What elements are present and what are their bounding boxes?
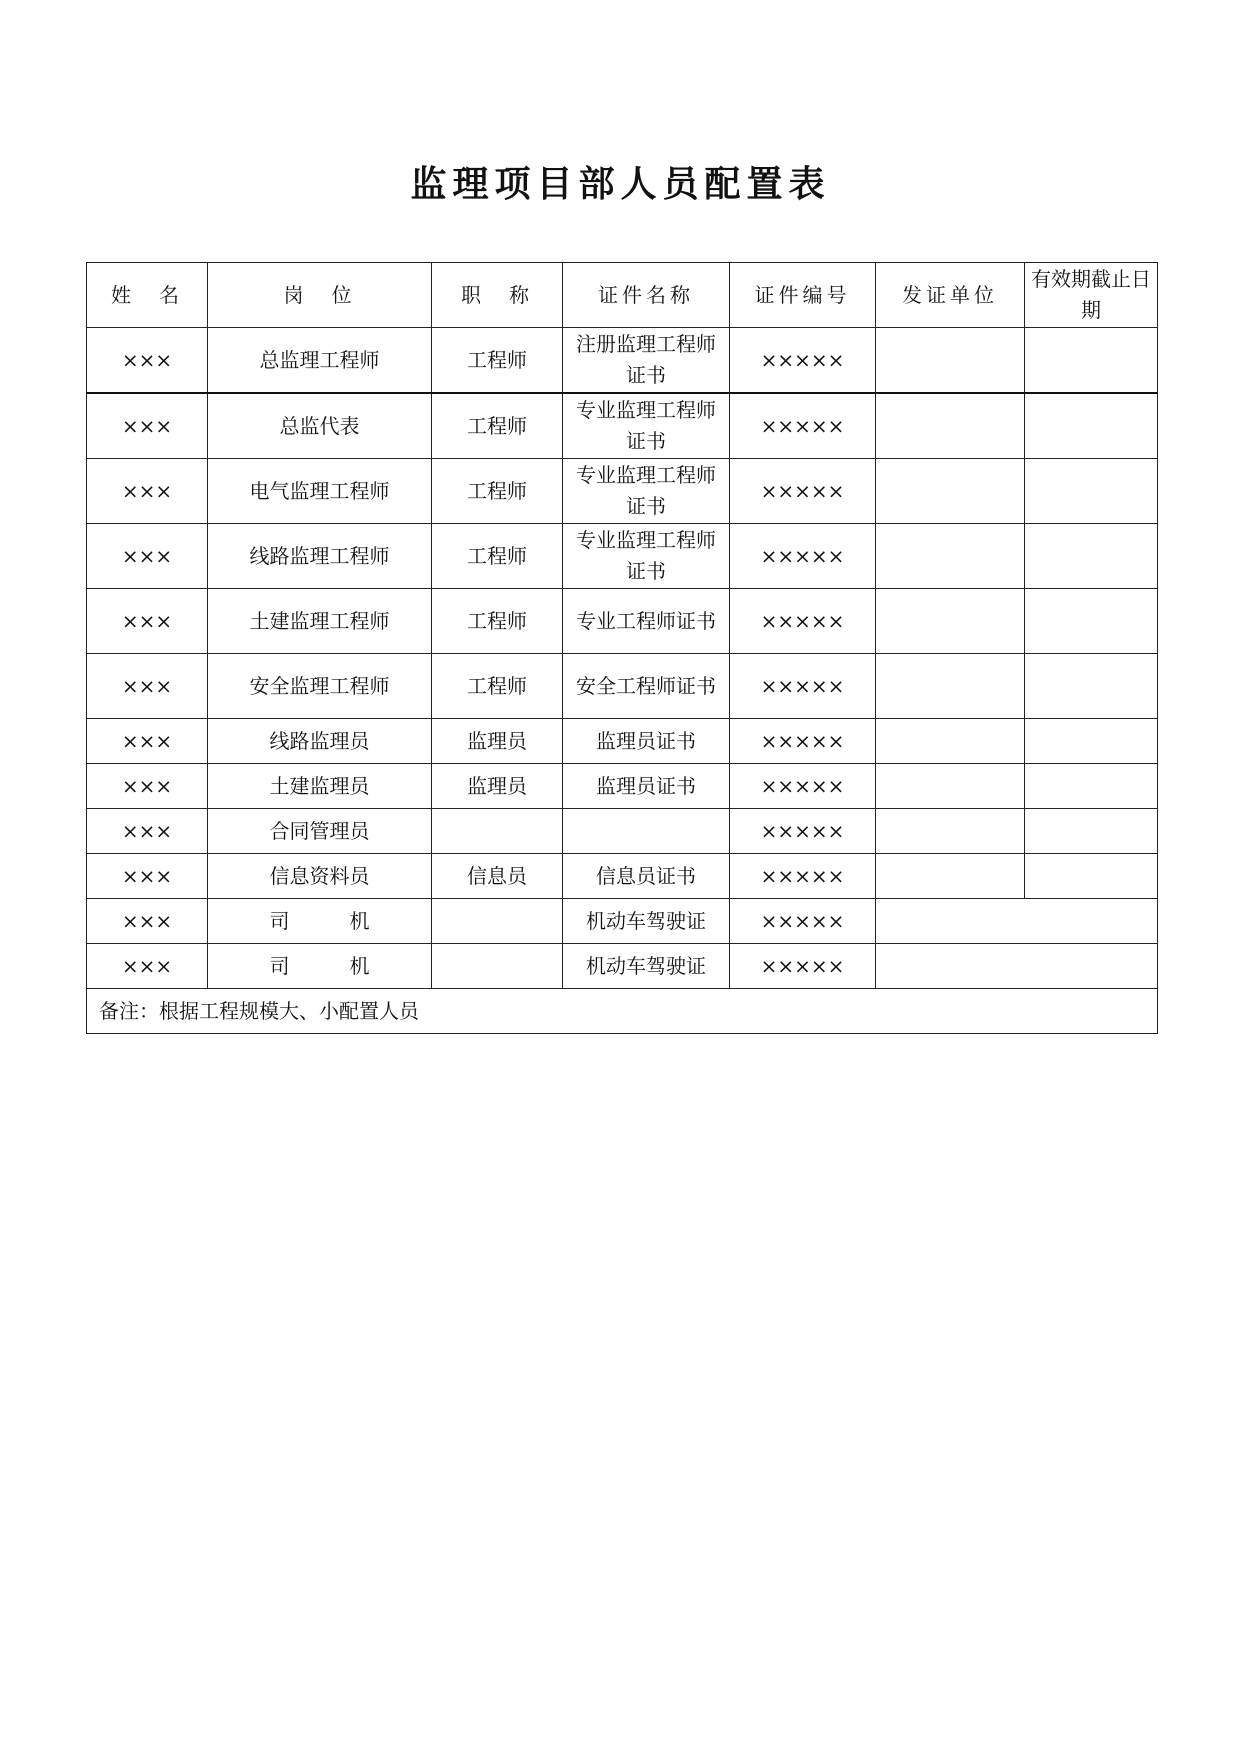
cell-title: 工程师 xyxy=(432,328,563,394)
cell-name: ××× xyxy=(87,854,208,899)
cell-title xyxy=(432,944,563,989)
cell-cert: 专业监理工程师证书 xyxy=(563,524,730,589)
cell-cert-number: ××××× xyxy=(730,393,876,459)
cell-issuer xyxy=(876,589,1025,654)
cell-name: ××× xyxy=(87,809,208,854)
cell-expiry xyxy=(1025,764,1158,809)
note-row xyxy=(87,989,1158,1034)
table-row xyxy=(87,524,1158,589)
header-issuer: 发证单位 xyxy=(876,263,1025,328)
cell-cert: 安全工程师证书 xyxy=(563,654,730,719)
cell-title xyxy=(432,899,563,944)
table-note: 备注：根据工程规模大、小配置人员 xyxy=(87,989,1158,1034)
table-row xyxy=(87,459,1158,524)
table-row xyxy=(87,809,1158,854)
cell-issuer xyxy=(876,719,1025,764)
cell-position: 土建监理工程师 xyxy=(208,589,432,654)
position-char-a: 司 xyxy=(269,908,290,933)
cell-cert: 监理员证书 xyxy=(563,764,730,809)
cell-expiry xyxy=(1025,328,1158,394)
cell-cert-number: ××××× xyxy=(730,459,876,524)
cell-expiry xyxy=(1025,654,1158,719)
cell-cert-number: ××××× xyxy=(730,944,876,989)
cell-cert: 专业监理工程师证书 xyxy=(563,459,730,524)
cell-issuer xyxy=(876,459,1025,524)
cell-issuer xyxy=(876,328,1025,394)
cell-name: ××× xyxy=(87,719,208,764)
table-row xyxy=(87,764,1158,809)
cell-title: 工程师 xyxy=(432,654,563,719)
cell-expiry xyxy=(1025,459,1158,524)
cell-expiry xyxy=(1025,524,1158,589)
cell-position: 线路监理工程师 xyxy=(208,524,432,589)
cell-issuer xyxy=(876,524,1025,589)
cell-position: 总监理工程师 xyxy=(208,328,432,394)
cell-name: ××× xyxy=(87,944,208,989)
cell-issuer xyxy=(876,764,1025,809)
cell-position: 总监代表 xyxy=(208,393,432,459)
document-title: 监理项目部人员配置表 xyxy=(410,163,831,205)
table-row xyxy=(87,393,1158,459)
cell-name: ××× xyxy=(87,459,208,524)
cell-name: ××× xyxy=(87,764,208,809)
table-row xyxy=(87,589,1158,654)
cell-cert: 注册监理工程师证书 xyxy=(563,328,730,394)
cell-position: 合同管理员 xyxy=(208,809,432,854)
cell-expiry xyxy=(1025,854,1158,899)
cell-position: 土建监理员 xyxy=(208,764,432,809)
cell-issuer xyxy=(876,854,1025,899)
cell-cert xyxy=(563,809,730,854)
cell-name: ××× xyxy=(87,524,208,589)
cell-cert: 专业工程师证书 xyxy=(563,589,730,654)
cell-issuer xyxy=(876,809,1025,854)
header-expiry: 有效期截止日期 xyxy=(1025,263,1158,328)
cell-issuer xyxy=(876,393,1025,459)
header-title: 职 称 xyxy=(432,263,563,328)
position-char-a: 司 xyxy=(269,953,290,978)
table-row xyxy=(87,854,1158,899)
cell-cert-number: ××××× xyxy=(730,524,876,589)
cell-position: 安全监理工程师 xyxy=(208,654,432,719)
cell-cert: 机动车驾驶证 xyxy=(563,899,730,944)
staffing-table xyxy=(86,262,1158,1034)
cell-cert-number: ××××× xyxy=(730,854,876,899)
cell-title: 信息员 xyxy=(432,854,563,899)
cell-cert: 机动车驾驶证 xyxy=(563,944,730,989)
cell-position: 线路监理员 xyxy=(208,719,432,764)
position-char-b: 机 xyxy=(349,908,370,933)
cell-title: 工程师 xyxy=(432,459,563,524)
cell-issuer-merged xyxy=(876,944,1158,989)
cell-cert-number: ××××× xyxy=(730,899,876,944)
table-row xyxy=(87,719,1158,764)
cell-title: 工程师 xyxy=(432,393,563,459)
cell-expiry xyxy=(1025,719,1158,764)
cell-expiry xyxy=(1025,809,1158,854)
cell-expiry xyxy=(1025,589,1158,654)
cell-position xyxy=(208,899,432,944)
cell-cert: 监理员证书 xyxy=(563,719,730,764)
table-row xyxy=(87,944,1158,989)
header-row xyxy=(87,263,1158,328)
position-char-b: 机 xyxy=(349,953,370,978)
cell-title xyxy=(432,809,563,854)
table-row xyxy=(87,328,1158,394)
cell-name: ××× xyxy=(87,899,208,944)
cell-cert: 专业监理工程师证书 xyxy=(563,393,730,459)
cell-position xyxy=(208,944,432,989)
cell-position: 电气监理工程师 xyxy=(208,459,432,524)
header-cert-name: 证件名称 xyxy=(563,263,730,328)
cell-cert-number: ××××× xyxy=(730,809,876,854)
cell-name: ××× xyxy=(87,393,208,459)
cell-name: ××× xyxy=(87,654,208,719)
cell-cert-number: ××××× xyxy=(730,328,876,394)
table-row xyxy=(87,654,1158,719)
cell-cert: 信息员证书 xyxy=(563,854,730,899)
cell-cert-number: ××××× xyxy=(730,719,876,764)
cell-position: 信息资料员 xyxy=(208,854,432,899)
cell-issuer-merged xyxy=(876,899,1158,944)
header-name: 姓 名 xyxy=(87,263,208,328)
header-cert-number: 证件编号 xyxy=(730,263,876,328)
cell-title: 监理员 xyxy=(432,764,563,809)
cell-name: ××× xyxy=(87,328,208,394)
cell-cert-number: ××××× xyxy=(730,589,876,654)
cell-title: 工程师 xyxy=(432,524,563,589)
cell-title: 工程师 xyxy=(432,589,563,654)
cell-name: ××× xyxy=(87,589,208,654)
cell-expiry xyxy=(1025,393,1158,459)
cell-issuer xyxy=(876,654,1025,719)
cell-title: 监理员 xyxy=(432,719,563,764)
cell-cert-number: ××××× xyxy=(730,654,876,719)
header-position: 岗 位 xyxy=(208,263,432,328)
table-row xyxy=(87,899,1158,944)
cell-cert-number: ××××× xyxy=(730,764,876,809)
